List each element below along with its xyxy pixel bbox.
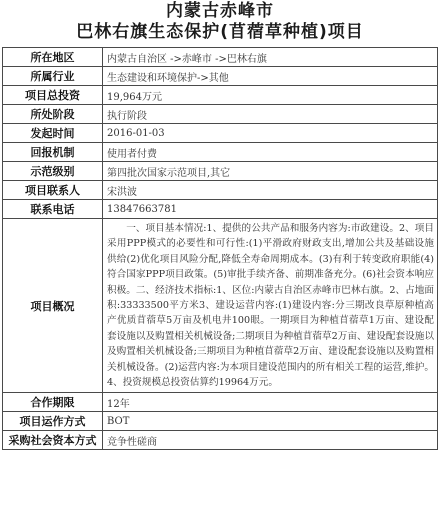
row-label-contact: 项目联系人 xyxy=(3,181,103,200)
row-value-return-mechanism: 使用者付费 xyxy=(103,143,438,162)
row-label-stage: 所处阶段 xyxy=(3,105,103,124)
row-value-contact: 宋洪波 xyxy=(103,181,438,200)
row-value-operation-mode: BOT xyxy=(103,412,438,431)
row-value-procurement: 竞争性磋商 xyxy=(103,431,438,450)
row-value-overview: 一、项目基本情况:1、提供的公共产品和服务内容为:市政建设。2、项目采用PPP模式的必要性和可行性:(1)平滑政府财政支出,增加公共及基础设施供给(2)优化项目风险分配,降低全寿命周期成本。(3)有利于转变政府职能(4)符合国家PPP项目政策。(5)审批手续齐备、前期准备充分。(6)社会资本响应积极。二、经济技术指标:1、区位:内蒙古自治区赤峰市巴林右旗。2、占地面积:33333500平方米3、建设运营内容:(1)建设内容:分三期改良草原种植高产优质苜蓿草5万亩及机电井100眼。一期项目为种植苜蓿草1万亩、建设配套设施以及购置相关机械设备;二期项目为种植苜蓿草2万亩、建设配套设施以及购置相关机械设备;三期项目为种植苜蓿草2万亩、建设配套设施以及购置相关机械设备。(2)运营内容:为本项目建设范围内的所有相关工程的运营,维护。4、投资规模总投资估算约19964万元。 xyxy=(103,219,438,393)
row-value-start-date: 2016-01-03 xyxy=(103,124,438,143)
row-label-phone: 联系电话 xyxy=(3,200,103,219)
row-label-demo-level: 示范级别 xyxy=(3,162,103,181)
row-label-return-mechanism: 回报机制 xyxy=(3,143,103,162)
row-value-investment: 19,964万元 xyxy=(103,86,438,105)
page-title-line2: 巴林右旗生态保护(苜蓿草种植)项目 xyxy=(76,22,364,42)
table-row xyxy=(3,48,438,67)
table-row xyxy=(3,393,438,412)
row-label-investment: 项目总投资 xyxy=(3,86,103,105)
table-row xyxy=(3,412,438,431)
row-value-region: 内蒙古自治区 ->赤峰市 ->巴林右旗 xyxy=(103,48,438,67)
row-value-phone: 13847663781 xyxy=(103,200,438,219)
row-value-term: 12年 xyxy=(103,393,438,412)
table-row xyxy=(3,143,438,162)
page-title-line1: 内蒙古赤峰市 xyxy=(166,1,274,21)
row-label-procurement: 采购社会资本方式 xyxy=(3,431,103,450)
table-row xyxy=(3,200,438,219)
project-info-table xyxy=(2,47,438,450)
table-row xyxy=(3,124,438,143)
table-row xyxy=(3,181,438,200)
row-label-region: 所在地区 xyxy=(3,48,103,67)
row-value-industry: 生态建设和环境保护->其他 xyxy=(103,67,438,86)
row-label-industry: 所属行业 xyxy=(3,67,103,86)
table-row xyxy=(3,431,438,450)
row-label-overview: 项目概况 xyxy=(3,219,103,393)
table-row-overview xyxy=(3,219,438,393)
table-row xyxy=(3,162,438,181)
table-row xyxy=(3,67,438,86)
row-value-stage: 执行阶段 xyxy=(103,105,438,124)
table-row xyxy=(3,86,438,105)
row-label-start-date: 发起时间 xyxy=(3,124,103,143)
row-label-term: 合作期限 xyxy=(3,393,103,412)
row-label-operation-mode: 项目运作方式 xyxy=(3,412,103,431)
row-value-demo-level: 第四批次国家示范项目,其它 xyxy=(103,162,438,181)
table-row xyxy=(3,105,438,124)
